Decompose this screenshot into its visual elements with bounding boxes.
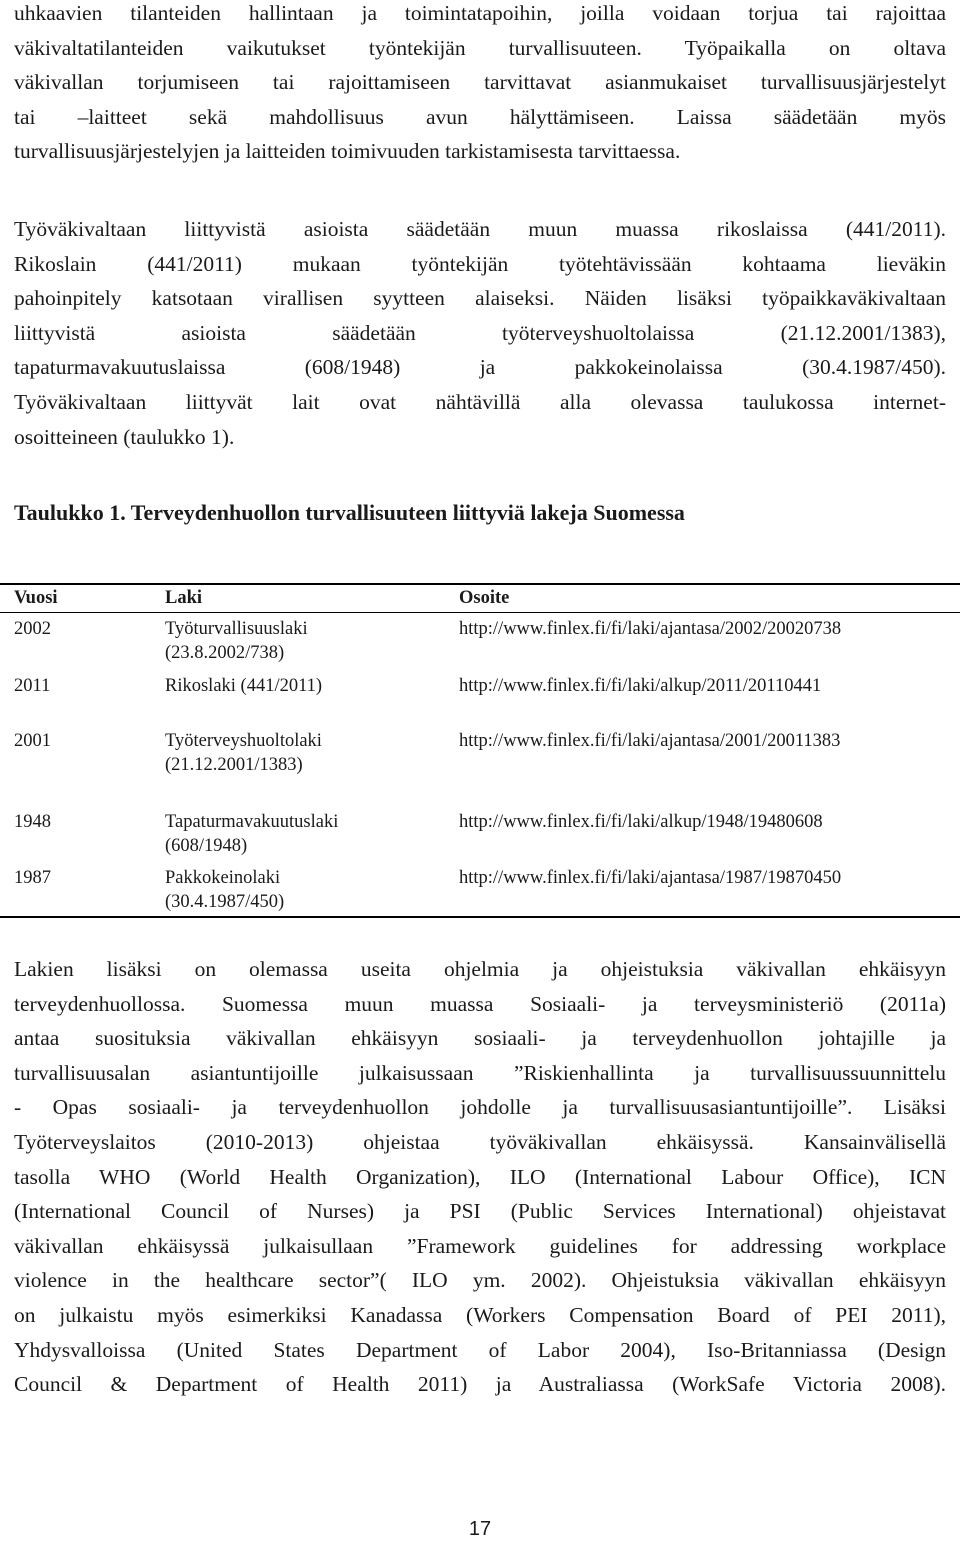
law-reference: (21.12.2001/1383) [165, 755, 303, 775]
text-line: väkivallan torjumiseen tai rajoittamiseen tarvittavat asianmukaiset turvallisuusjärjestelyt [14, 70, 946, 95]
text-line: Yhdysvalloissa (United States Department of Labor 2004), Iso-Britanniassa (Design [14, 1337, 946, 1362]
cell-law [165, 617, 308, 665]
text-line: violence in the healthcare sector”( ILO ym. 2002). Ohjeistuksia väkivallan ehkäisyyn [14, 1268, 946, 1293]
law-reference: (30.4.1987/450) [165, 892, 285, 912]
cell-law [165, 866, 284, 914]
text-line: tai –laitteet sekä mahdollisuus avun hälyttämiseen. Laissa säädetään myös [14, 104, 946, 129]
text-line: pahoinpitely katsotaan virallisen syytteen alaiseksi. Näiden lisäksi työpaikkaväkivaltaan [14, 286, 946, 311]
cell-year: 1987 [14, 868, 51, 888]
cell-law [165, 674, 322, 698]
law-name: Työturvallisuuslaki [165, 619, 308, 639]
text-line: - Opas sosiaali- ja terveydenhuollon johdolle ja turvallisuusasiantuntijoille”. Lisäksi [14, 1095, 946, 1120]
table-top-rule [0, 583, 960, 585]
law-name: Tapaturmavakuutuslaki [165, 812, 339, 832]
header-url: Osoite [459, 588, 510, 608]
text-line: Työväkivaltaan liittyvät lait ovat nähtävillä alla olevassa taulukossa internet- [14, 389, 946, 414]
cell-url: http://www.finlex.fi/fi/laki/ajantasa/2002/20020738 [459, 619, 842, 639]
text-line: uhkaavien tilanteiden hallintaan ja toimintatapoihin, joilla voidaan torjua tai rajoittaa [14, 1, 946, 25]
cell-year: 2002 [14, 619, 51, 639]
text-line: terveydenhuollossa. Suomessa muun muassa Sosiaali- ja terveysministeriö (2011a) [14, 991, 946, 1016]
text-line: antaa suosituksia väkivallan ehkäisyyn sosiaali- ja terveydenhuollon johtajille ja [14, 1026, 946, 1051]
cell-year: 2001 [14, 731, 51, 751]
header-law: Laki [165, 588, 203, 608]
header-year: Vuosi [14, 588, 58, 608]
paragraph-workplace-safety [14, 0, 946, 169]
text-line: turvallisuusjärjestelyjen ja laitteiden toimivuuden tarkistamisesta tarvittaessa. [14, 139, 681, 164]
paragraph-laws [14, 212, 946, 454]
text-line: on julkaistu myös esimerkiksi Kanadassa (Workers Compensation Board of PEI 2011), [14, 1302, 946, 1327]
table-bottom-rule [0, 916, 960, 918]
text-line: Council & Department of Health 2011) ja Australiassa (WorkSafe Victoria 2008). [14, 1372, 946, 1397]
law-reference: (23.8.2002/738) [165, 643, 285, 663]
text-line: (International Council of Nurses) ja PSI (Public Services International) ohjeistavat [14, 1199, 946, 1224]
law-name: Työterveyshuoltolaki [165, 731, 322, 751]
text-line: osoitteineen (taulukko 1). [14, 424, 235, 449]
law-name: Pakkokeinolaki [165, 868, 281, 888]
text-line: tasolla WHO (World Health Organization), ILO (International Labour Office), ICN [14, 1164, 946, 1189]
cell-url: http://www.finlex.fi/fi/laki/ajantasa/2001/20011383 [459, 731, 841, 751]
text-line: liittyvistä asioista säädetään työterveyshuoltolaissa (21.12.2001/1383), [14, 320, 946, 345]
cell-law [165, 729, 322, 777]
cell-url: http://www.finlex.fi/fi/laki/alkup/1948/19480608 [459, 812, 823, 832]
text-line: Lakien lisäksi on olemassa useita ohjelmia ja ohjeistuksia väkivallan ehkäisyyn [14, 957, 946, 981]
cell-url: http://www.finlex.fi/fi/laki/alkup/2011/20110441 [459, 676, 822, 696]
text-line: väkivaltatilanteiden vaikutukset työntekijän turvallisuuteen. Työpaikalla on oltava [14, 35, 946, 60]
text-line: Rikoslain (441/2011) mukaan työntekijän työtehtävissään kohtaama lieväkin [14, 251, 946, 276]
law-reference: (608/1948) [165, 836, 248, 856]
law-name: Rikoslaki (441/2011) [165, 676, 323, 696]
cell-law [165, 810, 338, 858]
page-number: 17 [468, 1518, 492, 1540]
cell-year: 1948 [14, 812, 51, 832]
header-rule [0, 612, 960, 613]
text-line: Työterveyslaitos (2010-2013) ohjeistaa työväkivallan ehkäisyssä. Kansainvälisellä [14, 1129, 946, 1154]
text-line: turvallisuusalan asiantuntijoille julkaisussaan ”Riskienhallinta ja turvallisuussuunnittelu [14, 1060, 946, 1085]
paragraph-programs [14, 952, 946, 1402]
cell-url: http://www.finlex.fi/fi/laki/ajantasa/1987/19870450 [459, 868, 842, 888]
text-line: Työväkivaltaan liittyvistä asioista säädetään muun muassa rikoslaissa (441/2011). [14, 217, 946, 241]
text-line: tapaturmavakuutuslaissa (608/1948) ja pakkokeinolaissa (30.4.1987/450). [14, 355, 946, 380]
cell-year: 2011 [14, 676, 51, 696]
text-line: väkivallan ehkäisyssä julkaisullaan ”Framework guidelines for addressing workplace [14, 1233, 946, 1258]
table-caption: Taulukko 1. Terveydenhuollon turvallisuuteen liittyviä lakeja Suomessa [14, 500, 685, 525]
